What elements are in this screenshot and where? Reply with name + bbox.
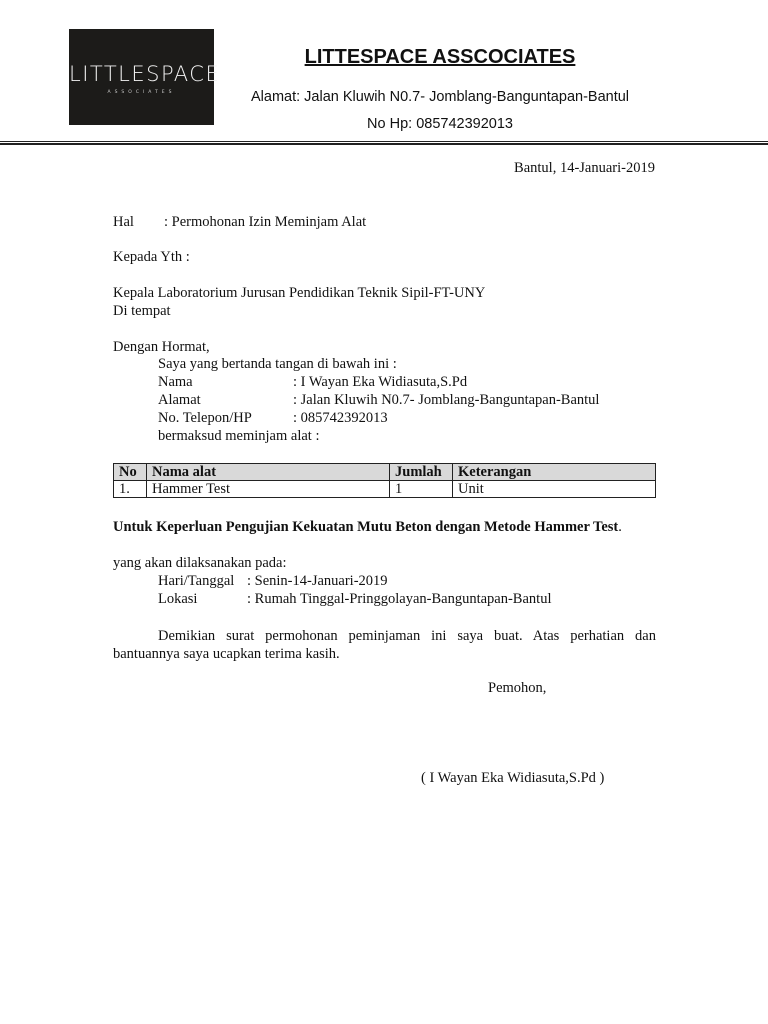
field-value-telepon: : 085742392013 <box>293 410 388 426</box>
logo-tagline: ASSOCIATES <box>107 90 176 95</box>
purpose-period: . <box>618 519 622 535</box>
header-divider-thin <box>0 141 768 142</box>
table-row <box>114 481 656 498</box>
subject-label: Hal <box>113 214 134 230</box>
items-table <box>113 463 656 498</box>
table-header-nama-alat: Nama alat <box>147 464 390 481</box>
schedule-intro: yang akan dilaksanakan pada: <box>113 555 287 571</box>
field-label-telepon: No. Telepon/HP <box>158 410 252 426</box>
field-value-nama: : I Wayan Eka Widiasuta,S.Pd <box>293 374 468 390</box>
schedule-value-date: : Senin-14-Januari-2019 <box>247 573 388 589</box>
company-name: LITTESPACE ASSCOCIATES <box>304 46 576 68</box>
table-cell-jumlah: 1 <box>390 481 453 498</box>
header-divider-thick <box>0 143 768 145</box>
schedule-label-date: Hari/Tanggal <box>158 573 235 589</box>
field-label-alamat: Alamat <box>158 392 201 408</box>
signoff: Pemohon, <box>488 680 547 696</box>
place-date: Bantul, 14-Januari-2019 <box>514 160 655 176</box>
table-header-row <box>114 464 656 481</box>
table-cell-no: 1. <box>114 481 147 498</box>
to-label: Kepada Yth : <box>113 249 190 265</box>
purpose-intro: bermaksud meminjam alat : <box>158 428 320 444</box>
table-header-no: No <box>114 464 147 481</box>
table-cell-keterangan: Unit <box>453 481 656 498</box>
purpose-statement-line <box>113 519 622 536</box>
schedule-value-location: : Rumah Tinggal-Pringgolayan-Banguntapan-Bantul <box>247 591 552 607</box>
table-header-keterangan: Keterangan <box>453 464 656 481</box>
purpose-statement: Untuk Keperluan Pengujian Kekuatan Mutu Beton dengan Metode Hammer Test <box>113 519 619 535</box>
closing-paragraph: Demikian surat permohonan peminjaman ini saya buat. Atas perhatian dan bantuannya saya ucapkan terima kasih. <box>113 628 656 662</box>
logo-wordmark: LITTLESPACE <box>69 62 221 86</box>
recipient-line-2: Di tempat <box>113 303 171 319</box>
table-cell-nama-alat: Hammer Test <box>147 481 390 498</box>
subject-value: : Permohonan Izin Meminjam Alat <box>164 214 367 230</box>
field-value-alamat: : Jalan Kluwih N0.7- Jomblang-Banguntapan-Bantul <box>293 392 600 408</box>
recipient-line-1: Kepala Laboratorium Jurusan Pendidikan Teknik Sipil-FT-UNY <box>113 285 486 301</box>
field-label-nama: Nama <box>158 374 193 390</box>
schedule-label-location: Lokasi <box>158 591 198 607</box>
greeting: Dengan Hormat, <box>113 339 210 355</box>
company-logo <box>69 29 221 125</box>
company-address: Alamat: Jalan Kluwih N0.7- Jomblang-Banguntapan-Bantul <box>250 89 630 105</box>
table-header-jumlah: Jumlah <box>390 464 453 481</box>
signature-name: ( I Wayan Eka Widiasuta,S.Pd ) <box>421 770 605 786</box>
company-phone: No Hp: 085742392013 <box>367 116 513 132</box>
intro-text: Saya yang bertanda tangan di bawah ini : <box>158 356 397 372</box>
